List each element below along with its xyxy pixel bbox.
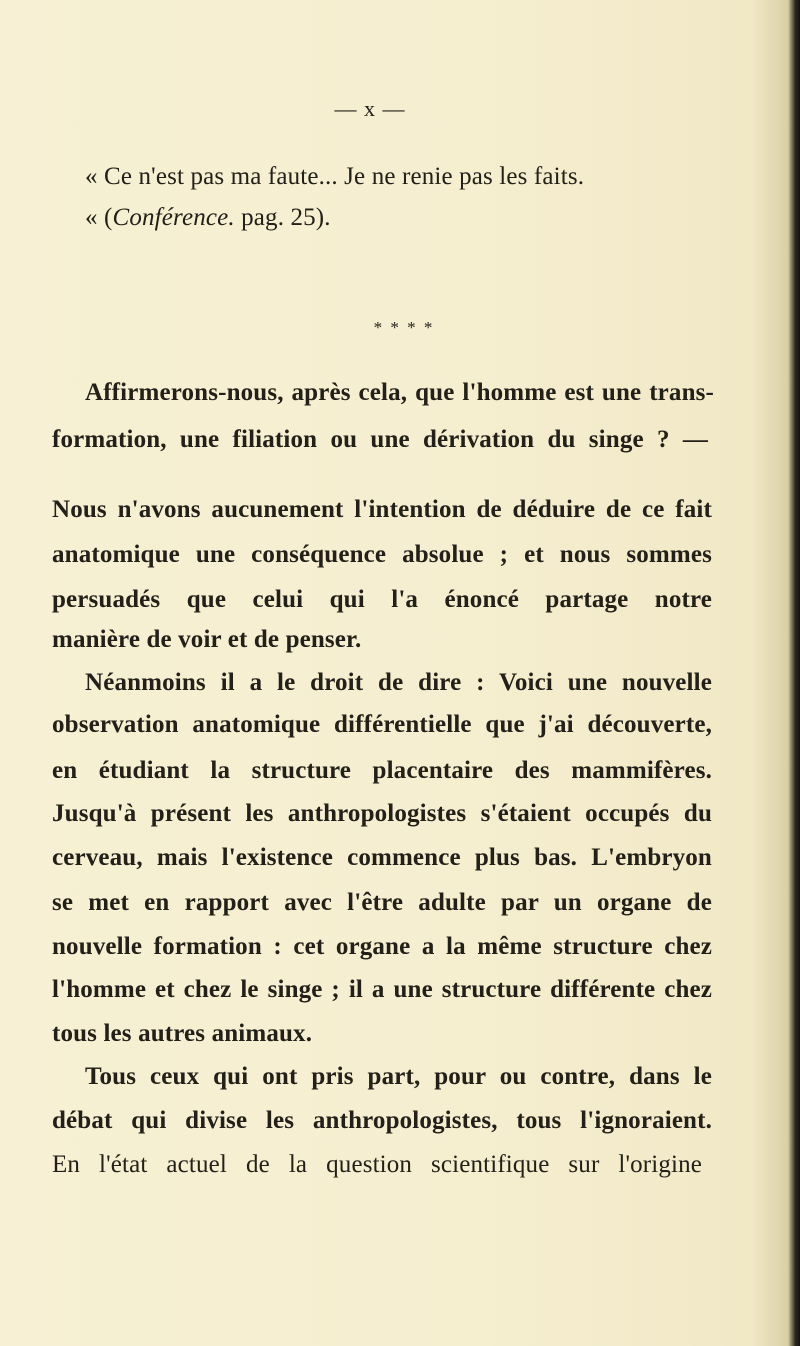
quote-reference-title: Conférence. (112, 204, 235, 231)
text-line: cerveau, mais l'existence commence plus bas. L'embryon (52, 844, 712, 871)
text-line: En l'état actuel de la question scientifique sur l'origine (52, 1151, 702, 1178)
text-line: Nous n'avons aucunement l'intention de déduire de ce fait (52, 496, 712, 523)
text-line: débat qui divise les anthropologistes, tous l'ignoraient. (52, 1107, 712, 1134)
text-line: observation anatomique différentielle que j'ai découverte, (52, 711, 712, 738)
text-line: Tous ceux qui ont pris part, pour ou contre, dans le (85, 1063, 712, 1090)
quote-line: « Ce n'est pas ma faute... Je ne renie pas les faits. (85, 163, 585, 190)
text-line: formation, une filiation ou une dérivation du singe ? — (52, 426, 708, 453)
text-line: Affirmerons-nous, après cela, que l'homme est une trans- (85, 379, 714, 406)
quote-reference-suffix: pag. 25). (234, 204, 331, 231)
text-line: l'homme et chez le singe ; il a une structure différente chez (52, 976, 712, 1003)
text-line: anatomique une conséquence absolue ; et nous sommes (52, 541, 712, 568)
page-header: — x — (334, 96, 406, 121)
text-line: en étudiant la structure placentaire des mammifères. (52, 757, 712, 784)
text-line: tous les autres animaux. (52, 1020, 313, 1047)
text-line: persuadés que celui qui l'a énoncé partage notre (52, 586, 712, 613)
text-line: se met en rapport avec l'être adulte par un organe de (52, 889, 712, 916)
quote-reference-prefix: « ( (85, 204, 113, 231)
text-line: Jusqu'à présent les anthropologistes s'étaient occupés du (52, 800, 712, 827)
text-line: manière de voir et de penser. (52, 626, 362, 653)
quote-reference (85, 203, 331, 233)
text-line: nouvelle formation : cet organe a la même structure chez (52, 933, 712, 960)
section-separator: * * * * (373, 318, 435, 337)
text-line: Néanmoins il a le droit de dire : Voici une nouvelle (85, 669, 712, 696)
